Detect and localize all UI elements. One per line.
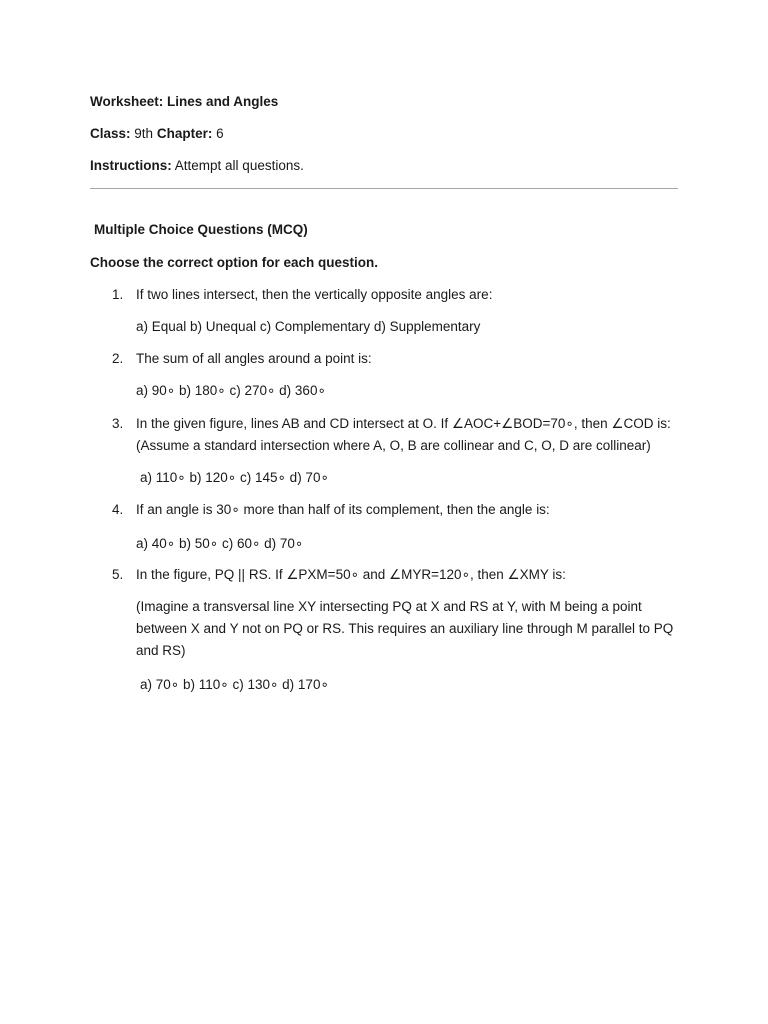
- question-number: 4.: [112, 502, 124, 517]
- question-note: (Assume a standard intersection where A, O, B are collinear and C, O, D are collinear): [136, 438, 651, 453]
- question-note: (Imagine a transversal line XY intersecting PQ at X and RS at Y, with M being a point between X and Y not on PQ or RS. This requires an auxiliary line through M parallel to PQ and RS): [136, 599, 674, 658]
- question-options: a) 70∘ b) 110∘ c) 130∘ d) 170∘: [140, 677, 329, 692]
- instructions-label: Instructions:: [90, 158, 172, 173]
- question-text: In the figure, PQ || RS. If ∠PXM=50∘ and ∠MYR=120∘, then ∠XMY is:: [136, 567, 566, 582]
- section-subheading: Choose the correct option for each question.: [90, 255, 379, 270]
- instructions-value: Attempt all questions.: [174, 158, 304, 173]
- class-label: Class:: [90, 126, 131, 141]
- chapter-value: 6: [216, 126, 224, 141]
- worksheet-title: [90, 94, 278, 110]
- question-text: The sum of all angles around a point is:: [136, 351, 372, 366]
- instructions-line: [90, 158, 304, 174]
- question-text: In the given figure, lines AB and CD intersect at O. If ∠AOC+∠BOD=70∘, then ∠COD is:: [136, 416, 671, 431]
- question-number: 1.: [112, 287, 124, 302]
- chapter-label: Chapter:: [156, 126, 213, 141]
- question-options: a) 90∘ b) 180∘ c) 270∘ d) 360∘: [136, 383, 326, 398]
- class-value: 9th: [134, 126, 154, 141]
- class-chapter-line: [90, 126, 224, 142]
- section-heading: Multiple Choice Questions (MCQ): [94, 222, 308, 237]
- question-number: 5.: [112, 567, 124, 582]
- question-number: 3.: [112, 416, 124, 431]
- question-text: If an angle is 30∘ more than half of its complement, then the angle is:: [136, 502, 550, 517]
- question-options: a) Equal b) Unequal c) Complementary d) Supplementary: [136, 319, 481, 334]
- question-text: If two lines intersect, then the vertically opposite angles are:: [136, 287, 493, 302]
- title-value: Lines and Angles: [167, 94, 279, 109]
- title-label: Worksheet:: [90, 94, 164, 109]
- horizontal-divider: [90, 188, 678, 189]
- question-options: a) 40∘ b) 50∘ c) 60∘ d) 70∘: [136, 536, 304, 551]
- question-number: 2.: [112, 351, 124, 366]
- question-options: a) 110∘ b) 120∘ c) 145∘ d) 70∘: [140, 470, 329, 485]
